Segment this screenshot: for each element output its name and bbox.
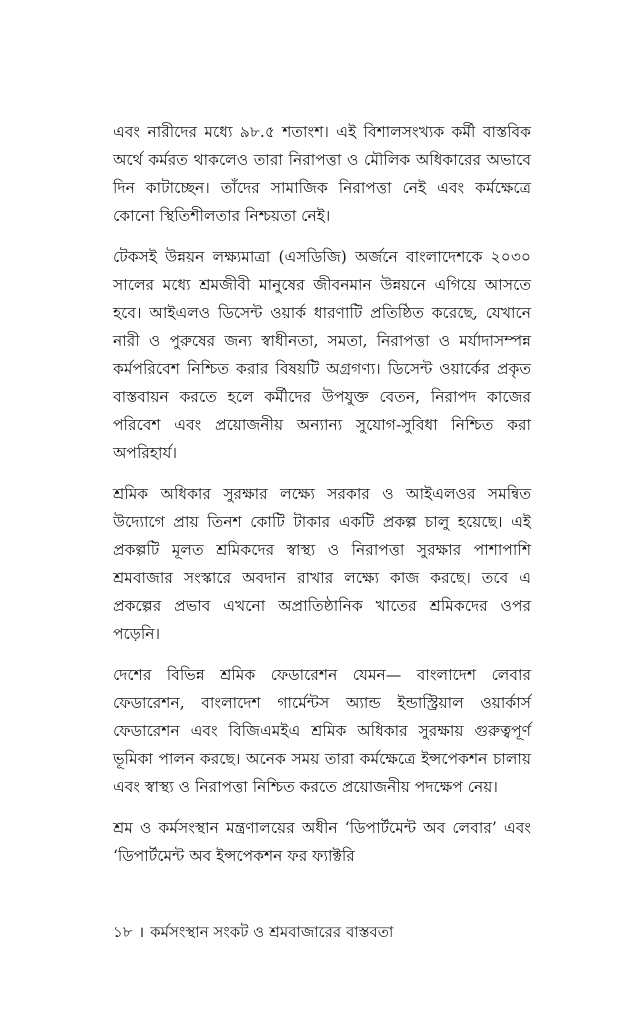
- page-body: [113, 118, 531, 883]
- page-footer: [113, 920, 531, 944]
- page-number: ১৮: [113, 923, 133, 941]
- paragraph-4: দেশের বিভিন্ন শ্রমিক ফেডারেশন যেমন— বাংলাদেশ লেবার ফেডারেশন, বাংলাদেশ গার্মেন্টস অ্যান্ড ইন্ডাস্ট্রিয়াল ওয়ার্কার্স ফেডারেশন এবং বিজিএমইএ শ্রমিক অধিকার সুরক্ষায় গুরুত্বপূর্ণ ভূমিকা পালন করছে। অনেক সময় তারা কর্মক্ষেত্রে ইন্সপেকশন চালায় এবং স্বাস্থ্য ও নিরাপত্তা নিশ্চিত করতে প্রয়োজনীয় পদক্ষেপ নেয়।: [113, 666, 531, 796]
- paragraph-1: এবং নারীদের মধ্যে ৯৮.৫ শতাংশ। এই বিশালসংখ্যক কর্মী বাস্তবিক অর্থে কর্মরত থাকলেও তারা নিরাপত্তা ও মৌলিক অধিকারের অভাবে দিন কাটাচ্ছেন। তাঁদের সামাজিক নিরাপত্তা নেই এবং কর্মক্ষেত্রে কোনো স্থিতিশীলতার নিশ্চয়তা নেই।: [113, 123, 531, 225]
- book-title: কর্মসংস্থান সংকট ও শ্রমবাজারের বাস্তবতা: [150, 923, 394, 941]
- paragraph-5: শ্রম ও কর্মসংস্থান মন্ত্রণালয়ের অধীন ‘ডিপার্টমেন্ট অব লেবার’ এবং ‘ডিপার্টমেন্ট অব ইন্সপেকশন ফর ফ্যাক্টরি: [113, 819, 531, 865]
- paragraph-2: টেকসই উন্নয়ন লক্ষ্যমাত্রা (এসডিজি) অর্জনে বাংলাদেশকে ২০৩০ সালের মধ্যে শ্রমজীবী মানুষের জীবনমান উন্নয়নে এগিয়ে আসতে হবে। আইএলও ডিসেন্ট ওয়ার্ক ধারণাটি প্রতিষ্ঠিত করেছে, যেখানে নারী ও পুরুষের জন্য স্বাধীনতা, সমতা, নিরাপত্তা ও মর্যাদাসম্পন্ন কর্মপরিবেশ নিশ্চিত করার বিষয়টি অগ্রগণ্য। ডিসেন্ট ওয়ার্কের প্রকৃত বাস্তবায়ন করতে হলে কর্মীদের উপযুক্ত বেতন, নিরাপদ কাজের পরিবেশ এবং প্রয়োজনীয় অন্যান্য সুযোগ-সুবিধা নিশ্চিত করা অপরিহার্য।: [113, 248, 531, 462]
- footer-separator: ।: [138, 923, 145, 941]
- paragraph-3: শ্রমিক অধিকার সুরক্ষার লক্ষ্যে সরকার ও আইএলওর সমন্বিত উদ্যোগে প্রায় তিনশ কোটি টাকার একটি প্রকল্প চালু হয়েছে। এই প্রকল্পটি মূলত শ্রমিকদের স্বাস্থ্য ও নিরাপত্তা সুরক্ষার পাশাপাশি শ্রমবাজার সংস্কারে অবদান রাখার লক্ষ্যে কাজ করছে। তবে এ প্রকল্পের প্রভাব এখনো অপ্রাতিষ্ঠানিক খাতের শ্রমিকদের ওপর পড়েনি।: [113, 485, 531, 643]
